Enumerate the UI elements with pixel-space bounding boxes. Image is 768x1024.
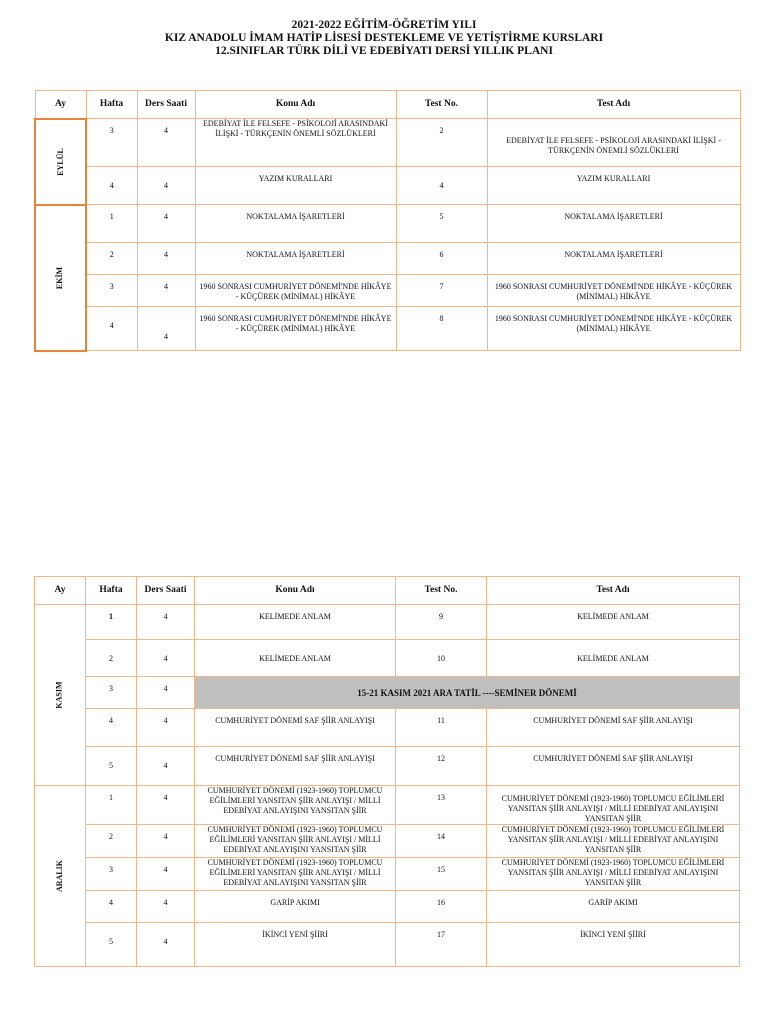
header-school-year: 2021-2022 EĞİTİM-ÖĞRETİM YILI [291, 19, 477, 31]
plan-table-2 [34, 576, 740, 967]
month-label: EKİM [55, 266, 65, 289]
ders-saati-cell: 4 [137, 923, 195, 967]
table-header-row [35, 577, 740, 605]
test-adi-cell: YAZIM KURALLARI [487, 167, 740, 205]
table-row [35, 858, 740, 891]
table-row [35, 677, 740, 709]
konu-cell: CUMHURİYET DÖNEMİ (1923-1960) TOPLUMCU EĞİLİMLERİ YANSITAN ŞİİR ANLAYIŞI / MİLLİ EDEBİYAT ANLAYIŞINI YANSITAN ŞİİR [195, 786, 396, 825]
test-adi-cell: CUMHURİYET DÖNEMİ SAF ŞİİR ANLAYIŞI [487, 747, 740, 786]
test-adi-cell: CUMHURİYET DÖNEMİ SAF ŞİİR ANLAYIŞI [487, 709, 740, 747]
ders-saati-cell: 4 [137, 605, 195, 640]
column-header-test-adi: Test Adı [487, 91, 740, 119]
table-row [35, 605, 740, 640]
test-adi-cell: KELİMEDE ANLAM [487, 640, 740, 677]
test-adi-cell: EDEBİYAT İLE FELSEFE - PSİKOLOJİ ARASINDAKİ İLİŞKİ - TÜRKÇENİN ÖNEMLİ SÖZLÜKLERİ [487, 119, 740, 167]
column-header-ders-saati: Ders Saati [137, 91, 195, 119]
test-no-cell: 5 [396, 205, 487, 243]
table-row [35, 891, 740, 923]
table-row [35, 640, 740, 677]
ders-saati-cell: 4 [137, 640, 195, 677]
month-label: EYLÜL [55, 147, 65, 176]
hafta-cell: 5 [86, 747, 137, 786]
test-no-cell: 8 [396, 307, 487, 351]
konu-cell: GARİP AKIMI [195, 891, 396, 923]
table-row [35, 709, 740, 747]
hafta-cell: 4 [86, 307, 137, 351]
ders-saati-cell: 4 [137, 677, 195, 709]
test-no-cell: 10 [396, 640, 487, 677]
konu-cell: YAZIM KURALLARI [195, 167, 396, 205]
hafta-cell: 3 [86, 858, 137, 891]
test-no-cell: 15 [396, 858, 487, 891]
table-row [35, 119, 740, 167]
konu-cell: İKİNCİ YENİ ŞİİRİ [195, 923, 396, 967]
hafta-cell: 3 [86, 677, 137, 709]
test-no-cell: 14 [396, 825, 487, 858]
hafta-cell: 2 [86, 825, 137, 858]
column-header-test-adi: Test Adı [487, 577, 740, 605]
hafta-cell: 5 [86, 923, 137, 967]
ders-saati-cell: 4 [137, 275, 195, 307]
column-header-konu-adi: Konu Adı [195, 577, 396, 605]
table-row [35, 923, 740, 967]
document-header [0, 19, 768, 58]
ders-saati-cell: 4 [137, 825, 195, 858]
month-cell-kasim [35, 605, 86, 786]
konu-cell: 1960 SONRASI CUMHURİYET DÖNEMİ'NDE HİKÂYE - KÜÇÜREK (MİNİMAL) HİKÂYE [195, 307, 396, 351]
test-no-cell: 16 [396, 891, 487, 923]
konu-cell: KELİMEDE ANLAM [195, 605, 396, 640]
hafta-cell: 3 [86, 119, 137, 167]
column-header-ay: Ay [35, 577, 86, 605]
test-adi-cell: KELİMEDE ANLAM [487, 605, 740, 640]
hafta-cell: 1 [86, 786, 137, 825]
hafta-cell: 4 [86, 891, 137, 923]
hafta-cell: 4 [86, 709, 137, 747]
table-row [35, 825, 740, 858]
konu-cell: NOKTALAMA İŞARETLERİ [195, 243, 396, 275]
konu-cell: CUMHURİYET DÖNEMİ SAF ŞİİR ANLAYIŞI [195, 709, 396, 747]
column-header-hafta: Hafta [86, 577, 137, 605]
hafta-cell: 1 [86, 605, 137, 640]
konu-cell: EDEBİYAT İLE FELSEFE - PSİKOLOJİ ARASINDAKİ İLİŞKİ - TÜRKÇENİN ÖNEMLİ SÖZLÜKLERİ [195, 119, 396, 167]
ders-saati-cell: 4 [137, 205, 195, 243]
test-no-cell: 13 [396, 786, 487, 825]
test-no-cell: 6 [396, 243, 487, 275]
test-adi-cell: İKİNCİ YENİ ŞİİRİ [487, 923, 740, 967]
column-header-ay: Ay [35, 91, 86, 119]
konu-cell: KELİMEDE ANLAM [195, 640, 396, 677]
test-adi-cell: CUMHURİYET DÖNEMİ (1923-1960) TOPLUMCU EĞİLİMLERİ YANSITAN ŞİİR ANLAYIŞI / MİLLİ EDEBİYAT ANLAYIŞINI YANSITAN ŞİİR [487, 825, 740, 858]
hafta-cell: 3 [86, 275, 137, 307]
column-header-test-no: Test No. [396, 577, 487, 605]
test-adi-cell: 1960 SONRASI CUMHURİYET DÖNEMİ'NDE HİKÂYE - KÜÇÜREK (MİNİMAL) HİKÂYE [487, 275, 740, 307]
test-adi-cell: 1960 SONRASI CUMHURİYET DÖNEMİ'NDE HİKÂYE - KÜÇÜREK (MİNİMAL) HİKÂYE [487, 307, 740, 351]
table-row [35, 747, 740, 786]
month-cell-eylul [35, 119, 86, 205]
ders-saati-cell: 4 [137, 307, 195, 351]
column-header-ders-saati: Ders Saati [137, 577, 195, 605]
hafta-cell: 2 [86, 243, 137, 275]
holiday-banner: 15-21 KASIM 2021 ARA TATİL ----SEMİNER DÖNEMİ [195, 677, 740, 709]
test-adi-cell: GARİP AKIMI [487, 891, 740, 923]
test-no-cell: 7 [396, 275, 487, 307]
test-no-cell: 12 [396, 747, 487, 786]
test-adi-cell: CUMHURİYET DÖNEMİ (1923-1960) TOPLUMCU EĞİLİMLERİ YANSITAN ŞİİR ANLAYIŞI / MİLLİ EDEBİYAT ANLAYIŞINI YANSITAN ŞİİR [487, 786, 740, 825]
test-adi-cell: NOKTALAMA İŞARETLERİ [487, 205, 740, 243]
ders-saati-cell: 4 [137, 858, 195, 891]
table-row [35, 786, 740, 825]
table-header-row [35, 91, 740, 119]
test-no-cell: 4 [396, 167, 487, 205]
test-adi-cell: CUMHURİYET DÖNEMİ (1923-1960) TOPLUMCU EĞİLİMLERİ YANSITAN ŞİİR ANLAYIŞI / MİLLİ EDEBİYAT ANLAYIŞINI YANSITAN ŞİİR [487, 858, 740, 891]
ders-saati-cell: 4 [137, 119, 195, 167]
table-row [35, 205, 740, 243]
month-label: KASIM [55, 681, 64, 709]
month-label: ARALIK [54, 859, 64, 893]
konu-cell: 1960 SONRASI CUMHURİYET DÖNEMİ'NDE HİKÂYE - KÜÇÜREK (MİNİMAL) HİKÂYE [195, 275, 396, 307]
ders-saati-cell: 4 [137, 891, 195, 923]
month-cell-aralik [35, 786, 86, 967]
ders-saati-cell: 4 [137, 709, 195, 747]
column-header-konu-adi: Konu Adı [195, 91, 396, 119]
header-plan-title: 12.SINIFLAR TÜRK DİLİ VE EDEBİYATI DERSİ YILLIK PLANI [215, 45, 553, 57]
ders-saati-cell: 4 [137, 786, 195, 825]
header-course-title: KIZ ANADOLU İMAM HATİP LİSESİ DESTEKLEME VE YETİŞTİRME KURSLARI [164, 32, 604, 44]
plan-table-1 [34, 90, 741, 352]
ders-saati-cell: 4 [137, 747, 195, 786]
konu-cell: CUMHURİYET DÖNEMİ SAF ŞİİR ANLAYIŞI [195, 747, 396, 786]
konu-cell: NOKTALAMA İŞARETLERİ [195, 205, 396, 243]
test-no-cell: 9 [396, 605, 487, 640]
test-no-cell: 2 [396, 119, 487, 167]
ders-saati-cell: 4 [137, 167, 195, 205]
column-header-test-no: Test No. [396, 91, 487, 119]
hafta-cell: 4 [86, 167, 137, 205]
test-no-cell: 17 [396, 923, 487, 967]
hafta-cell: 2 [86, 640, 137, 677]
test-no-cell: 11 [396, 709, 487, 747]
hafta-cell: 1 [86, 205, 137, 243]
table-row [35, 307, 740, 351]
konu-cell: CUMHURİYET DÖNEMİ (1923-1960) TOPLUMCU EĞİLİMLERİ YANSITAN ŞİİR ANLAYIŞI / MİLLİ EDEBİYAT ANLAYIŞINI YANSITAN ŞİİR [195, 858, 396, 891]
table-row [35, 243, 740, 275]
table-row [35, 275, 740, 307]
table-row [35, 167, 740, 205]
ders-saati-cell: 4 [137, 243, 195, 275]
konu-cell: CUMHURİYET DÖNEMİ (1923-1960) TOPLUMCU EĞİLİMLERİ YANSITAN ŞİİR ANLAYIŞI / MİLLİ EDEBİYAT ANLAYIŞINI YANSITAN ŞİİR [195, 825, 396, 858]
month-cell-ekim [35, 205, 86, 351]
column-header-hafta: Hafta [86, 91, 137, 119]
test-adi-cell: NOKTALAMA İŞARETLERİ [487, 243, 740, 275]
